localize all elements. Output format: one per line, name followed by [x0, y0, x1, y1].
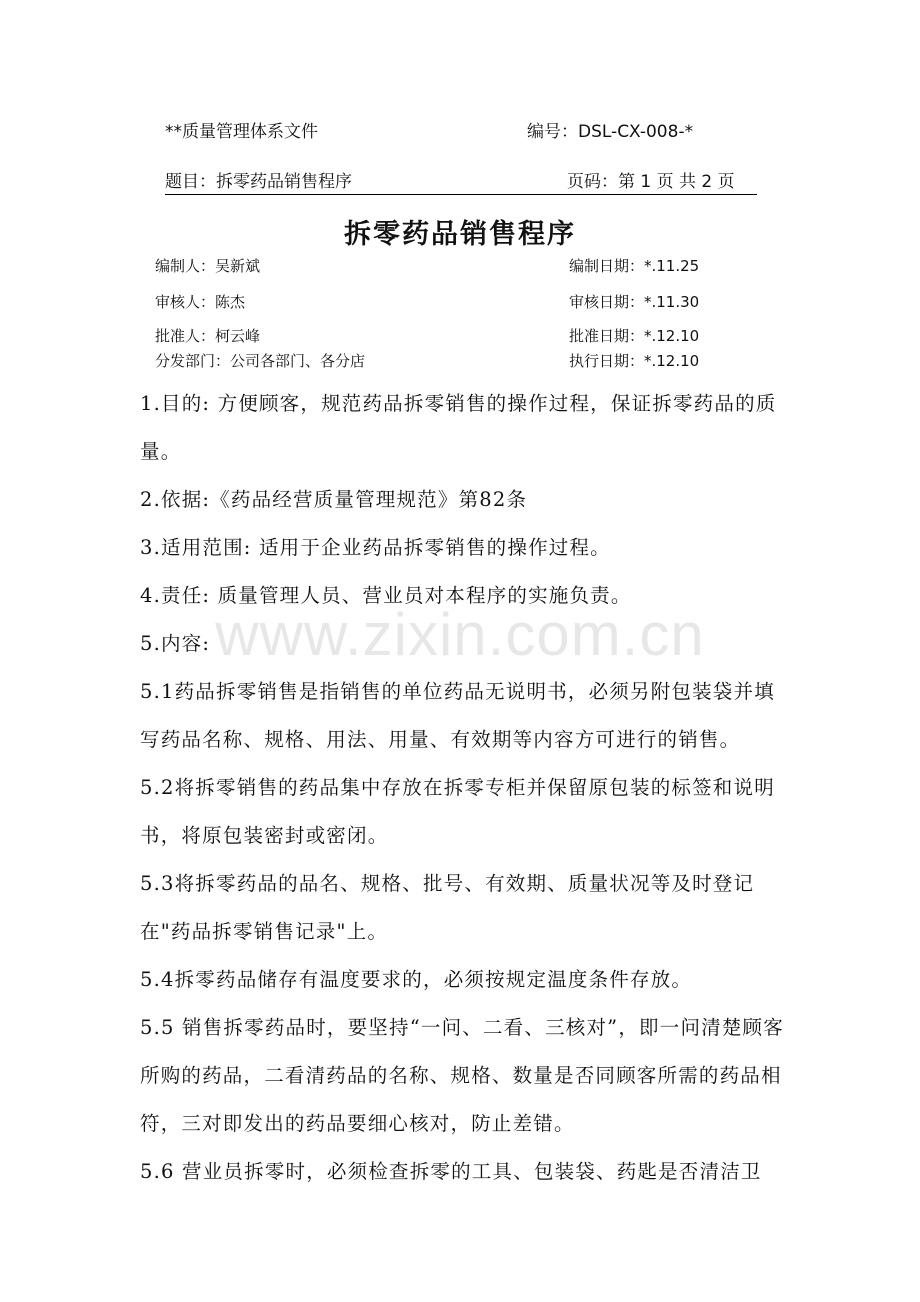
paragraph-5-6: 5.6 营业员拆零时，必须检查拆零的工具、包装袋、药匙是否清洁卫	[140, 1160, 762, 1183]
paragraph-5-2: 5.2将拆零销售的药品集中存放在拆零专柜并保留原包装的标签和说明书，将原包装密封或密闭。	[140, 776, 775, 847]
document-number: 编号：DSL-CX-008-*	[527, 122, 694, 142]
paragraph-5-3: 5.3将拆零药品的品名、规格、批号、有效期、质量状况等及时登记在"药品拆零销售记录"上。	[140, 872, 755, 943]
system-file-label: **质量管理体系文件	[165, 122, 318, 142]
paragraph-scope: 3.适用范围: 适用于企业药品拆零销售的操作过程。	[140, 536, 611, 559]
paragraph-responsibility: 4.责任: 质量管理人员、营业员对本程序的实施负责。	[140, 584, 632, 607]
document-title: 拆零药品销售程序	[344, 219, 576, 250]
reviewer: 审核人：陈杰	[155, 293, 246, 311]
header-divider	[165, 194, 757, 195]
paragraph-5-4: 5.4拆零药品储存有温度要求的，必须按规定温度条件存放。	[140, 968, 693, 991]
document-subject: 题目：拆零药品销售程序	[165, 172, 352, 192]
paragraph-5-1: 5.1药品拆零销售是指销售的单位药品无说明书，必须另附包装袋并填写药品名称、规格、用法、用量、有效期等内容方可进行的销售。	[140, 680, 775, 751]
approve-date: 批准日期：*.12.10	[569, 327, 700, 345]
document-body	[140, 380, 790, 1196]
approver: 批准人：柯云峰	[155, 327, 261, 345]
paragraph-5-5: 5.5 销售拆零药品时，要坚持“一问、二看、三核对”，即一问清楚顾客所购的药品，二看清药品的名称、规格、数量是否同顾客所需的药品相符，三对即发出的药品要细心核对，防止差错。	[140, 1016, 784, 1135]
page-info: 页码：第 1 页 共 2 页	[567, 172, 735, 192]
review-date: 审核日期：*.11.30	[569, 293, 700, 311]
compile-date: 编制日期：*.11.25	[569, 257, 700, 275]
effective-date: 执行日期：*.12.10	[569, 352, 700, 370]
distribution: 分发部门：公司各部门、各分店	[155, 352, 366, 370]
paragraph-purpose: 1.目的: 方便顾客，规范药品拆零销售的操作过程，保证拆零药品的质量。	[140, 392, 777, 463]
watermark: www.zixin.com.cn	[215, 601, 705, 668]
paragraph-basis: 2.依据:《药品经营质量管理规范》第82条	[140, 488, 528, 511]
paragraph-content-heading: 5.内容:	[140, 632, 211, 655]
compiler: 编制人：吴新斌	[155, 257, 261, 275]
